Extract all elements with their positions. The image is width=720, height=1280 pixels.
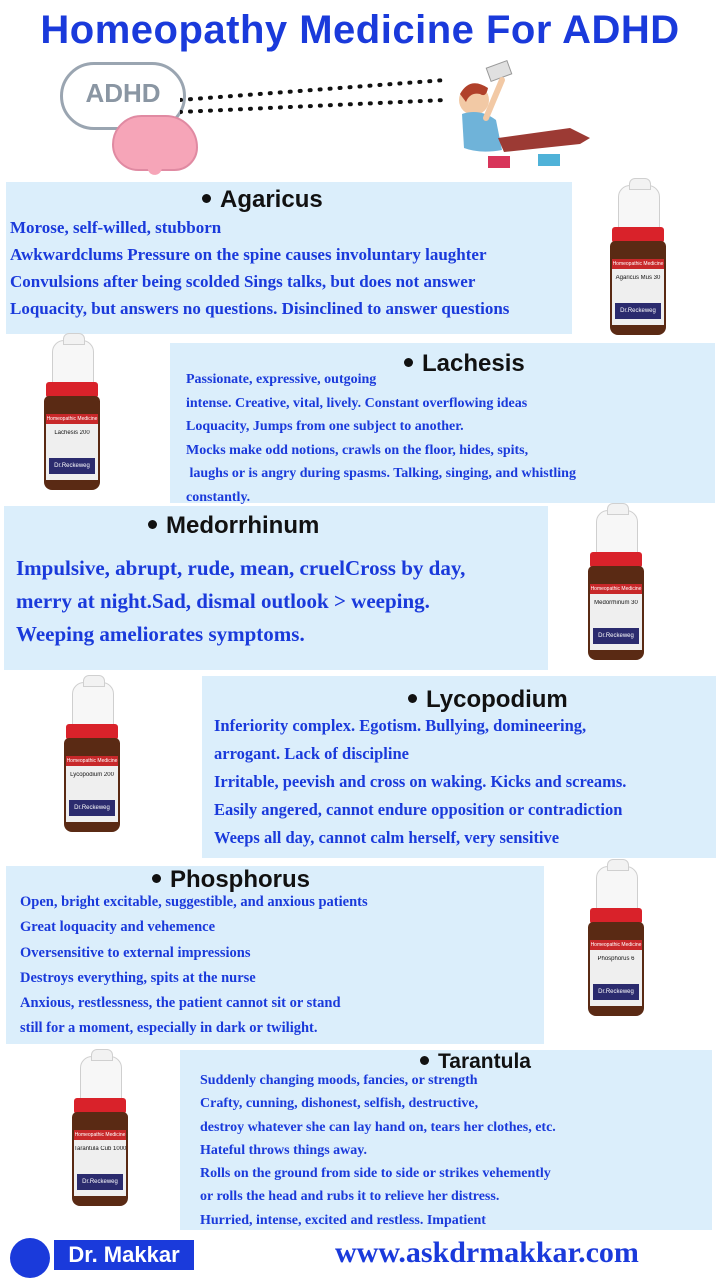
text-line: still for a moment, especially in dark or twilight. — [20, 1020, 318, 1037]
text-line: Awkwardclums Pressure on the spine causes involuntary laughter — [10, 245, 487, 264]
text-line: Hurried, intense, excited and restless. Impatient — [200, 1212, 486, 1228]
bullet-icon — [404, 358, 413, 367]
section-heading: Medorrhinum — [148, 512, 319, 540]
text-line: intense. Creative, vital, lively. Constant overflowing ideas — [186, 395, 528, 411]
text-line: Irritable, peevish and cross on waking. Kicks and screams. — [214, 772, 627, 791]
bullet-icon — [408, 694, 417, 703]
bullet-icon — [202, 194, 211, 203]
section-text — [214, 712, 714, 852]
bullet-icon — [148, 520, 157, 529]
cloud-text: ADHD — [85, 78, 161, 108]
text-line: Rolls on the ground from side to side or strikes vehemently — [200, 1166, 551, 1182]
section-heading: Lachesis — [404, 350, 525, 378]
text-line: merry at night.Sad, dismal outlook > weeping. — [16, 589, 430, 613]
text-line: Hateful throws things away. — [200, 1142, 367, 1158]
text-line: Weeping ameliorates symptoms. — [16, 622, 305, 646]
medicine-bottle: Homeopathic Medicine Medorrhinum 30 Dr.Reckeweg — [588, 510, 644, 660]
medicine-bottle: Homeopathic Medicine Lachesis 200 Dr.Reckeweg — [44, 340, 100, 490]
text-line: Anxious, restlessness, the patient cannot sit or stand — [20, 995, 341, 1012]
text-line: Passionate, expressive, outgoing — [186, 372, 377, 387]
medicine-bottle: Homeopathic Medicine Tarantula Cub 1000 Dr.Reckeweg — [72, 1056, 128, 1206]
section-text — [10, 214, 570, 322]
section-heading: Phosphorus — [152, 866, 310, 894]
text-line: Destroys everything, spits at the nurse — [20, 969, 256, 986]
section-heading: Lycopodium — [408, 686, 568, 714]
medicine-bottle: Homeopathic Medicine Lycopodium 200 Dr.Reckeweg — [64, 682, 120, 832]
section-text — [200, 1069, 708, 1232]
website-link[interactable]: www.askdrmakkar.com — [335, 1236, 639, 1269]
text-line: Open, bright excitable, suggestible, and anxious patients — [20, 894, 368, 910]
bullet-icon — [420, 1056, 429, 1065]
bullet-icon — [152, 874, 161, 883]
text-line: Great loquacity and vehemence — [20, 919, 216, 936]
text-line: Impulsive, abrupt, rude, mean, cruelCross by day, — [16, 556, 466, 580]
section-text — [186, 368, 711, 509]
text-line: Weeps all day, cannot calm herself, very sensitive — [214, 828, 560, 847]
section-heading: Agaricus — [202, 186, 323, 214]
text-line: Inferiority complex. Egotism. Bullying, domineering, — [214, 716, 587, 735]
section-text — [20, 890, 540, 1042]
text-line: Suddenly changing moods, fancies, or strength — [200, 1073, 478, 1088]
brand-logo: Dr. Makkar — [54, 1240, 194, 1270]
text-line: Convulsions after being scolded Sings talks, but does not answer — [10, 272, 476, 291]
text-line: Morose, self-willed, stubborn — [10, 218, 222, 237]
medicine-bottle: Homeopathic Medicine Agaricus Mus 30 Dr.Reckeweg — [610, 185, 666, 335]
section-heading: Tarantula — [420, 1050, 531, 1074]
text-line: laughs or is angry during spasms. Talking, singing, and whistling — [186, 466, 576, 481]
text-line: Mocks make odd notions, crawls on the floor, hides, spits, — [186, 442, 529, 458]
text-line: Oversensitive to external impressions — [20, 944, 251, 961]
text-line: or rolls the head and rubs it to relieve her distress. — [200, 1189, 500, 1205]
text-line: Crafty, cunning, dishonest, selfish, destructive, — [200, 1096, 479, 1112]
dotted-lines — [180, 78, 450, 118]
text-line: Easily angered, cannot endure opposition or contradiction — [214, 800, 623, 819]
page-title: Homeopathy Medicine For ADHD — [40, 8, 680, 52]
text-line: Loquacity, Jumps from one subject to another. — [186, 419, 464, 434]
text-line: arrogant. Lack of discipline — [214, 744, 409, 763]
text-line: Loquacity, but answers no questions. Disinclined to answer questions — [10, 299, 510, 318]
section-text — [16, 552, 544, 651]
text-line: constantly. — [186, 489, 251, 505]
medicine-bottle: Homeopathic Medicine Phosphorus 6 Dr.Reckeweg — [588, 866, 644, 1016]
text-line: destroy whatever she can lay hand on, tears her clothes, etc. — [200, 1119, 556, 1135]
daydreaming-person-illustration — [440, 58, 600, 178]
logo-icon — [10, 1238, 50, 1278]
